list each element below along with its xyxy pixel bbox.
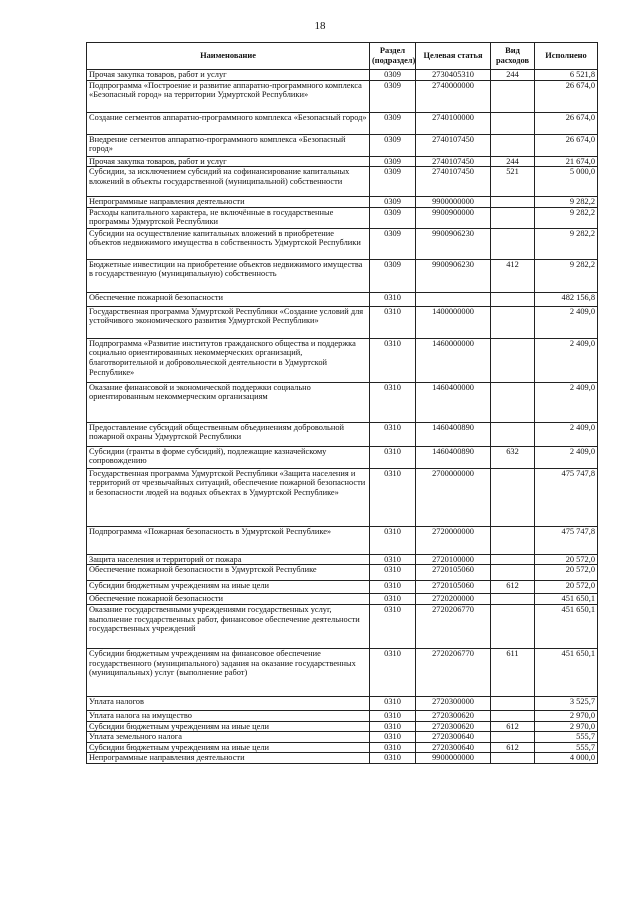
cell-executed: 555,7 — [535, 732, 598, 743]
table-row — [87, 446, 598, 468]
cell-executed: 2 970,0 — [535, 710, 598, 721]
cell-section: 0310 — [370, 422, 416, 446]
cell-kind: 612 — [491, 581, 535, 594]
table-row — [87, 197, 598, 208]
cell-article: 2700000000 — [416, 468, 491, 526]
cell-kind — [491, 554, 535, 565]
cell-article: 2740107450 — [416, 156, 491, 167]
cell-executed: 2 409,0 — [535, 422, 598, 446]
table-row — [87, 468, 598, 526]
cell-name: Государственная программа Удмуртской Республики «Защита населения и территорий от чрезвычайных ситуаций, обеспечение пожарной безопасности и безопасности людей на водных объектах в Удмуртской Республике» — [87, 468, 370, 526]
cell-name: Субсидии бюджетным учреждениям на финансовое обеспечение государственного (муниципального) задания на оказание государственных (муниципальных) услуг (выполнение работ) — [87, 648, 370, 696]
table-row — [87, 70, 598, 81]
cell-name: Предоставление субсидий общественным объединениям добровольной пожарной охраны Удмуртской Республики — [87, 422, 370, 446]
table-header-row — [87, 43, 598, 70]
table-row — [87, 648, 598, 696]
cell-article: 1460400890 — [416, 422, 491, 446]
cell-article: 2720300620 — [416, 721, 491, 732]
cell-executed: 451 650,1 — [535, 604, 598, 648]
cell-article: 2720206770 — [416, 648, 491, 696]
cell-kind — [491, 382, 535, 422]
cell-name: Внедрение сегментов аппаратно-программного комплекса «Безопасный город» — [87, 134, 370, 156]
cell-executed: 2 409,0 — [535, 306, 598, 338]
cell-section: 0310 — [370, 710, 416, 721]
cell-kind — [491, 696, 535, 710]
cell-name: Бюджетные инвестиции на приобретение объектов недвижимого имущества в государственную (муниципальную) собственность — [87, 259, 370, 292]
cell-name: Субсидии, за исключением субсидий на софинансирование капитальных вложений в объекты государственной (муниципальной) собственности — [87, 167, 370, 197]
table-row — [87, 134, 598, 156]
cell-section: 0310 — [370, 594, 416, 605]
table-row — [87, 710, 598, 721]
cell-executed: 555,7 — [535, 742, 598, 753]
table-row — [87, 604, 598, 648]
table-row — [87, 422, 598, 446]
cell-kind — [491, 565, 535, 581]
cell-executed: 5 000,0 — [535, 167, 598, 197]
cell-kind — [491, 753, 535, 764]
cell-kind — [491, 710, 535, 721]
cell-name: Прочая закупка товаров, работ и услуг — [87, 70, 370, 81]
header-name: Наименование — [87, 43, 370, 70]
header-section: Раздел (подраздел) — [370, 43, 416, 70]
cell-section: 0310 — [370, 565, 416, 581]
table-row — [87, 732, 598, 743]
cell-section: 0310 — [370, 742, 416, 753]
cell-executed: 9 282,2 — [535, 197, 598, 208]
cell-executed: 6 521,8 — [535, 70, 598, 81]
cell-executed: 2 409,0 — [535, 338, 598, 382]
cell-name: Обеспечение пожарной безопасности — [87, 292, 370, 306]
cell-article — [416, 292, 491, 306]
cell-kind — [491, 292, 535, 306]
cell-name: Обеспечение пожарной безопасности в Удмуртской Республике — [87, 565, 370, 581]
cell-name: Расходы капитального характера, не включённые в государственные программы Удмуртской Республики — [87, 207, 370, 228]
cell-name: Защита населения и территорий от пожара — [87, 554, 370, 565]
cell-article: 2720300640 — [416, 732, 491, 743]
cell-name: Оказание государственными учреждениями государственных услуг, выполнение государственных работ, финансовое обеспечение деятельности государственных учреждений — [87, 604, 370, 648]
cell-name: Подпрограмма «Построение и развитие аппаратно-программного комплекса «Безопасный город» на территории Удмуртской Республики» — [87, 80, 370, 112]
cell-name: Субсидии бюджетным учреждениям на иные цели — [87, 742, 370, 753]
cell-article: 2720105060 — [416, 565, 491, 581]
page-number: 18 — [314, 20, 326, 32]
cell-article: 9900906230 — [416, 259, 491, 292]
cell-section: 0309 — [370, 167, 416, 197]
cell-section: 0309 — [370, 112, 416, 134]
cell-article: 2720300000 — [416, 696, 491, 710]
cell-executed: 26 674,0 — [535, 134, 598, 156]
cell-section: 0309 — [370, 156, 416, 167]
cell-executed: 2 409,0 — [535, 382, 598, 422]
cell-name: Субсидии на осуществление капитальных вложений в приобретение объектов недвижимого имущества в собственность Удмуртской Республики — [87, 228, 370, 259]
table-row — [87, 259, 598, 292]
cell-section: 0309 — [370, 207, 416, 228]
cell-executed: 475 747,8 — [535, 468, 598, 526]
cell-section: 0310 — [370, 696, 416, 710]
table-row — [87, 338, 598, 382]
cell-article: 2730405310 — [416, 70, 491, 81]
cell-section: 0310 — [370, 581, 416, 594]
table-row — [87, 696, 598, 710]
cell-article: 2740107450 — [416, 134, 491, 156]
budget-table — [86, 42, 598, 764]
table-row — [87, 156, 598, 167]
cell-section: 0310 — [370, 753, 416, 764]
table-row — [87, 207, 598, 228]
cell-section: 0310 — [370, 306, 416, 338]
table-row — [87, 721, 598, 732]
cell-section: 0310 — [370, 732, 416, 743]
cell-section: 0310 — [370, 382, 416, 422]
table-row — [87, 581, 598, 594]
cell-kind: 244 — [491, 156, 535, 167]
header-executed: Исполнено — [535, 43, 598, 70]
cell-kind: 244 — [491, 70, 535, 81]
cell-article: 9900900000 — [416, 207, 491, 228]
cell-article: 9900906230 — [416, 228, 491, 259]
cell-article: 1400000000 — [416, 306, 491, 338]
cell-kind — [491, 228, 535, 259]
table-row — [87, 742, 598, 753]
table-row — [87, 526, 598, 554]
header-article: Целевая статья — [416, 43, 491, 70]
table-row — [87, 565, 598, 581]
cell-article: 9900000000 — [416, 197, 491, 208]
cell-article: 2720300620 — [416, 710, 491, 721]
cell-article: 2740107450 — [416, 167, 491, 197]
cell-article: 2720206770 — [416, 604, 491, 648]
cell-section: 0310 — [370, 604, 416, 648]
header-kind: Вид расходов — [491, 43, 535, 70]
cell-article: 2720300640 — [416, 742, 491, 753]
cell-section: 0310 — [370, 338, 416, 382]
cell-kind — [491, 338, 535, 382]
cell-executed: 20 572,0 — [535, 565, 598, 581]
cell-kind — [491, 207, 535, 228]
cell-section: 0309 — [370, 134, 416, 156]
cell-kind — [491, 422, 535, 446]
cell-name: Государственная программа Удмуртской Республики «Создание условий для устойчивого экономического развития Удмуртской Республики» — [87, 306, 370, 338]
table-row — [87, 80, 598, 112]
cell-section: 0310 — [370, 446, 416, 468]
cell-kind — [491, 604, 535, 648]
cell-executed: 9 282,2 — [535, 207, 598, 228]
cell-kind — [491, 526, 535, 554]
cell-section: 0309 — [370, 80, 416, 112]
table-row — [87, 112, 598, 134]
cell-name: Подпрограмма «Пожарная безопасность в Удмуртской Республике» — [87, 526, 370, 554]
cell-article: 2720100000 — [416, 554, 491, 565]
cell-kind: 632 — [491, 446, 535, 468]
cell-section: 0310 — [370, 292, 416, 306]
cell-executed: 26 674,0 — [535, 80, 598, 112]
cell-section: 0310 — [370, 648, 416, 696]
cell-kind: 611 — [491, 648, 535, 696]
cell-executed: 20 572,0 — [535, 554, 598, 565]
cell-kind: 612 — [491, 742, 535, 753]
table-row — [87, 594, 598, 605]
cell-kind — [491, 468, 535, 526]
table-row — [87, 228, 598, 259]
cell-name: Оказание финансовой и экономической поддержки социально ориентированным некоммерческим организациям — [87, 382, 370, 422]
cell-executed: 9 282,2 — [535, 259, 598, 292]
cell-name: Обеспечение пожарной безопасности — [87, 594, 370, 605]
cell-name: Подпрограмма «Развитие институтов гражданского общества и поддержка социально ориентированных некоммерческих организаций, благотворительной и добровольческой деятельности в Удмуртской Республике» — [87, 338, 370, 382]
table-body — [87, 70, 598, 764]
table-row — [87, 554, 598, 565]
table-row — [87, 382, 598, 422]
cell-executed: 26 674,0 — [535, 112, 598, 134]
cell-executed: 2 409,0 — [535, 446, 598, 468]
table-row — [87, 167, 598, 197]
cell-kind: 412 — [491, 259, 535, 292]
table-row — [87, 306, 598, 338]
cell-name: Субсидии (гранты в форме субсидий), подлежащие казначейскому сопровождению — [87, 446, 370, 468]
cell-article: 9900000000 — [416, 753, 491, 764]
cell-kind — [491, 134, 535, 156]
cell-name: Прочая закупка товаров, работ и услуг — [87, 156, 370, 167]
cell-article: 2720105060 — [416, 581, 491, 594]
cell-kind — [491, 594, 535, 605]
cell-article: 2740100000 — [416, 112, 491, 134]
cell-name: Уплата земельного налога — [87, 732, 370, 743]
cell-kind — [491, 197, 535, 208]
cell-name: Уплата налогов — [87, 696, 370, 710]
cell-article: 2740000000 — [416, 80, 491, 112]
cell-kind — [491, 306, 535, 338]
cell-article: 1460000000 — [416, 338, 491, 382]
cell-name: Непрограммные направления деятельности — [87, 753, 370, 764]
cell-section: 0310 — [370, 721, 416, 732]
cell-executed: 21 674,0 — [535, 156, 598, 167]
cell-kind — [491, 112, 535, 134]
table-row — [87, 292, 598, 306]
cell-article: 2720000000 — [416, 526, 491, 554]
cell-executed: 4 000,0 — [535, 753, 598, 764]
cell-section: 0309 — [370, 70, 416, 81]
cell-section: 0310 — [370, 468, 416, 526]
cell-executed: 475 747,8 — [535, 526, 598, 554]
cell-section: 0309 — [370, 259, 416, 292]
cell-name: Уплата налога на имущество — [87, 710, 370, 721]
cell-kind: 612 — [491, 721, 535, 732]
cell-executed: 20 572,0 — [535, 581, 598, 594]
cell-executed: 451 650,1 — [535, 648, 598, 696]
cell-article: 1460400890 — [416, 446, 491, 468]
cell-section: 0309 — [370, 197, 416, 208]
cell-article: 1460400000 — [416, 382, 491, 422]
cell-executed: 3 525,7 — [535, 696, 598, 710]
cell-kind: 521 — [491, 167, 535, 197]
cell-section: 0309 — [370, 228, 416, 259]
cell-executed: 2 970,0 — [535, 721, 598, 732]
cell-name: Непрограммные направления деятельности — [87, 197, 370, 208]
cell-section: 0310 — [370, 554, 416, 565]
cell-executed: 451 650,1 — [535, 594, 598, 605]
cell-kind — [491, 80, 535, 112]
cell-article: 2720200000 — [416, 594, 491, 605]
cell-section: 0310 — [370, 526, 416, 554]
table-row — [87, 753, 598, 764]
cell-name: Субсидии бюджетным учреждениям на иные цели — [87, 721, 370, 732]
cell-executed: 9 282,2 — [535, 228, 598, 259]
cell-name: Субсидии бюджетным учреждениям на иные цели — [87, 581, 370, 594]
cell-executed: 482 156,8 — [535, 292, 598, 306]
cell-kind — [491, 732, 535, 743]
cell-name: Создание сегментов аппаратно-программного комплекса «Безопасный город» — [87, 112, 370, 134]
